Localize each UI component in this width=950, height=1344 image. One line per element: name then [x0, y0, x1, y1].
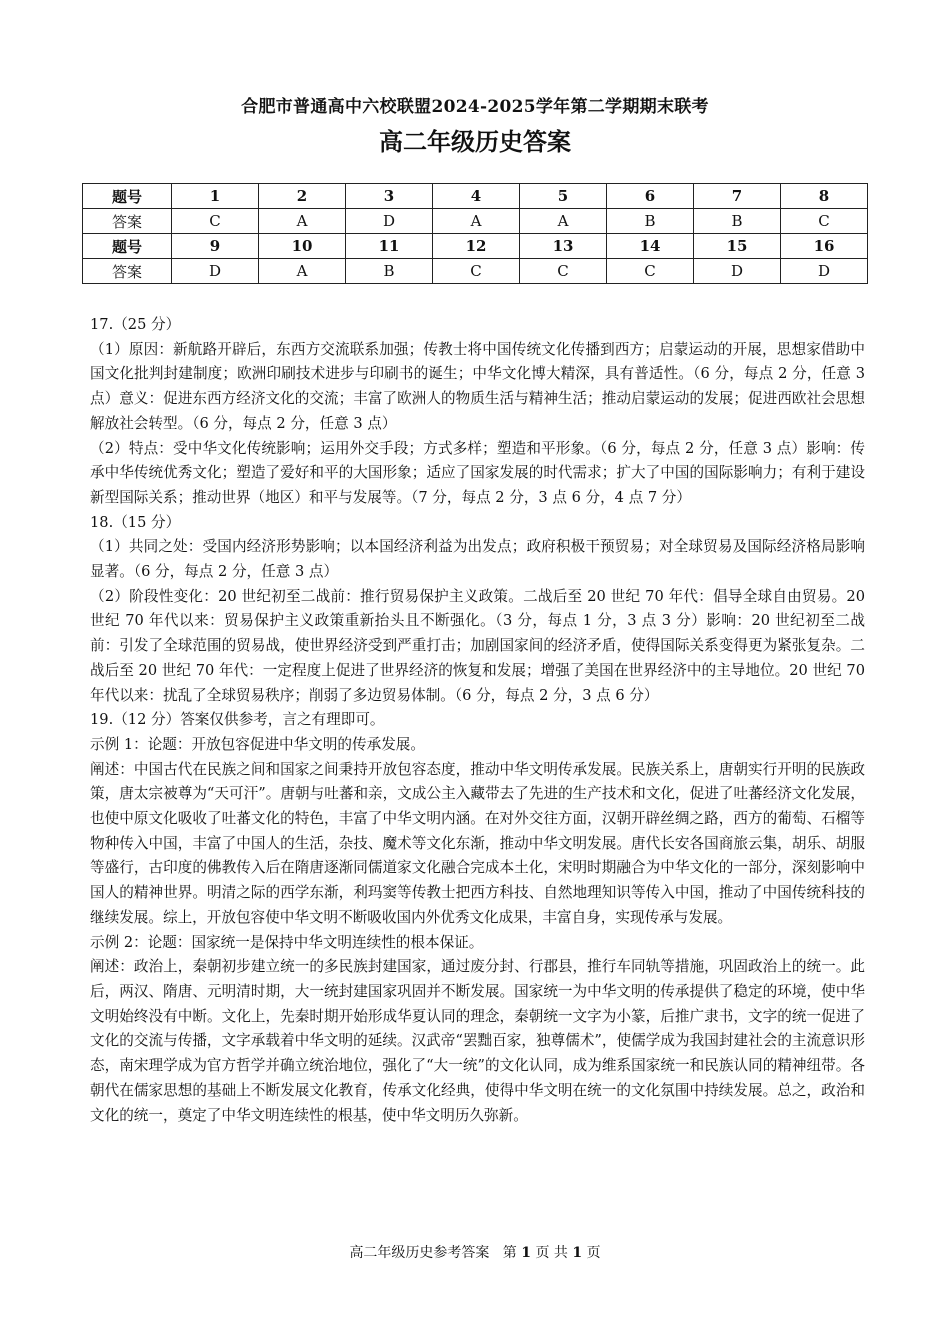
table-cell: B — [346, 259, 433, 284]
table-cell: D — [172, 259, 259, 284]
answer-paragraph: 阐述：政治上，秦朝初步建立统一的多民族封建国家，通过废分封、行郡县，推行车同轨等措施，巩固政治上的统一。此后，两汉、隋唐、元明清时期，大一统封建国家巩固并不断发展。国家统一为中华文明的传承提供了稳定的环境，使中华文明始终没有中断。文化上，先秦时期开始形成华夏认同的理念，秦朝统一文字为小篆，后推广隶书，文字的统一促进了文化的交流与传播，文字承载着中华文明的延续。汉武帝“罢黜百家，独尊儒术”，使儒学成为我国封建社会的主流意识形态，南宋理学成为官方哲学并确立统治地位，强化了“大一统”的文化认同，成为维系国家统一和民族认同的精神纽带。各朝代在儒家思想的基础上不断发展文化教育，传承文化经典，使得中华文明在统一的文化氛围中持续发展。总之，政治和文化的统一，奠定了中华文明连续性的根基，使中华文明历久弥新。 — [90, 958, 865, 1124]
answer-paragraph: 示例 1：论题：开放包容促进中华文明的传承发展。 — [90, 735, 425, 753]
table-cell: 15 — [694, 234, 781, 259]
table-cell: 12 — [433, 234, 520, 259]
table-cell: A — [520, 209, 607, 234]
table-cell: 5 — [520, 184, 607, 209]
table-cell: 1 — [172, 184, 259, 209]
table-cell: 4 — [433, 184, 520, 209]
answer-paragraph: 示例 2：论题：国家统一是保持中华文明连续性的根本保证。 — [90, 933, 484, 951]
footer-page-total: 1 — [572, 1245, 583, 1261]
answer-paragraph: 19.（12 分）答案仅供参考，言之有理即可。 — [90, 711, 385, 729]
table-cell: 16 — [781, 234, 868, 259]
page-footer — [0, 1242, 950, 1262]
table-cell: C — [172, 209, 259, 234]
table-cell: 3 — [346, 184, 433, 209]
row-label: 答案 — [83, 209, 172, 234]
answer-body — [90, 313, 865, 1128]
question-number-row — [83, 184, 868, 209]
answer-paragraph: （2）特点：受中华文化传统影响；运用外交手段；方式多样；塑造和平形象。（6 分，每点 2 分，任意 3 点）影响：传承中华传统优秀文化；塑造了爱好和平的大国形象；适应了国家发展的时代需求；扩大了中国的国际影响力；有利于建设新型国际关系；推动世界（地区）和平与发展等。（7 分，每点 2 分，3 点 6 分，4 点 7 分） — [90, 439, 865, 506]
page-subtitle: 高二年级历史答案 — [379, 127, 571, 156]
table-cell: C — [781, 209, 868, 234]
table-cell: D — [781, 259, 868, 284]
question-number-row — [83, 234, 868, 259]
table-cell: D — [346, 209, 433, 234]
table-cell: 10 — [259, 234, 346, 259]
table-cell: C — [607, 259, 694, 284]
table-cell: 9 — [172, 234, 259, 259]
table-cell: 11 — [346, 234, 433, 259]
table-cell: B — [607, 209, 694, 234]
footer-page-mid: 页 共 — [535, 1245, 568, 1261]
page-title: 合肥市普通高中六校联盟2024-2025学年第二学期期末联考 — [241, 97, 709, 117]
row-label: 答案 — [83, 259, 172, 284]
table-cell: 13 — [520, 234, 607, 259]
table-cell: B — [694, 209, 781, 234]
table-cell: D — [694, 259, 781, 284]
answer-paragraph: （1）原因：新航路开辟后，东西方交流联系加强；传教士将中国传统文化传播到西方；启蒙运动的开展，思想家借助中国文化批判封建制度；欧洲印刷技术进步与印刷书的诞生；中华文化博大精深，具有普适性。（6 分，每点 2 分，任意 3 点）意义：促进东西方经济文化的交流；丰富了欧洲人的物质生活与精神生活；推动启蒙运动的发展；促进西欧社会思想解放社会转型。（6 分，每点 2 分，任意 3 点） — [90, 340, 865, 432]
footer-page-prefix: 第 — [502, 1245, 517, 1261]
footer-page-number: 1 — [521, 1245, 531, 1261]
answer-paragraph: （2）阶段性变化：20 世纪初至二战前：推行贸易保护主义政策。二战后至 20 世纪 70 年代：倡导全球自由贸易。20 世纪 70 年代以来：贸易保护主义政策重新抬头且不断强化。（3 分，每点 1 分，3 点 3 分）影响：20 世纪初至二战前：引发了全球范围的贸易战，使世界经济受到严重打击；加剧国家间的经济矛盾，使得国际关系变得更为紧张复杂。二战后至 20 世纪 70 年代：一定程度上促进了世界经济的恢复和发展；增强了美国在世界经济中的主导地位。20 世纪 70 年代以来：扰乱了全球贸易秩序；削弱了多边贸易体制。（6 分，每点 2 分，3 点 6 分） — [90, 587, 865, 704]
answer-paragraph: 18.（15 分） — [90, 513, 181, 531]
table-cell: 7 — [694, 184, 781, 209]
footer-text: 高二年级历史参考答案 — [349, 1245, 490, 1261]
table-cell: C — [520, 259, 607, 284]
table-cell: 2 — [259, 184, 346, 209]
footer-page-suffix: 页 — [586, 1245, 601, 1261]
table-cell: A — [433, 209, 520, 234]
answer-table — [82, 183, 868, 284]
table-cell: C — [433, 259, 520, 284]
answer-row — [83, 209, 868, 234]
table-cell: 8 — [781, 184, 868, 209]
table-cell: 14 — [607, 234, 694, 259]
answer-paragraph: 17.（25 分） — [90, 316, 181, 333]
table-cell: 6 — [607, 184, 694, 209]
table-cell: A — [259, 209, 346, 234]
answer-paragraph: 阐述：中国古代在民族之间和国家之间秉持开放包容态度，推动中华文明传承发展。民族关系上，唐朝实行开明的民族政策，唐太宗被尊为“天可汗”。唐朝与吐蕃和亲，文成公主入藏带去了先进的生产技术和文化，促进了吐蕃经济文化发展，也使中原文化吸收了吐蕃文化的特色，丰富了中华文明内涵。在对外交往方面，汉朝开辟丝绸之路，西方的葡萄、石榴等物种传入中国，丰富了中国人的生活，杂技、魔术等文化东渐，推动中华文明发展。唐代长安各国商旅云集，胡乐、胡服等盛行，古印度的佛教传入后在隋唐逐渐同儒道家文化融合完成本土化，宋明时期融合为中华文化的一部分，深刻影响中国人的精神世界。明清之际的西学东渐，利玛窦等传教士把西方科技、自然地理知识等传入中国，推动了中国传统科技的继续发展。综上，开放包容使中华文明不断吸收国内外优秀文化成果，丰富自身，实现传承与发展。 — [90, 760, 865, 926]
answer-paragraph: （1）共同之处：受国内经济形势影响；以本国经济利益为出发点；政府积极干预贸易；对全球贸易及国际经济格局影响显著。（6 分，每点 2 分，任意 3 点） — [90, 538, 865, 581]
answer-row — [83, 259, 868, 284]
row-label: 题号 — [83, 184, 172, 209]
table-cell: A — [259, 259, 346, 284]
row-label: 题号 — [83, 234, 172, 259]
